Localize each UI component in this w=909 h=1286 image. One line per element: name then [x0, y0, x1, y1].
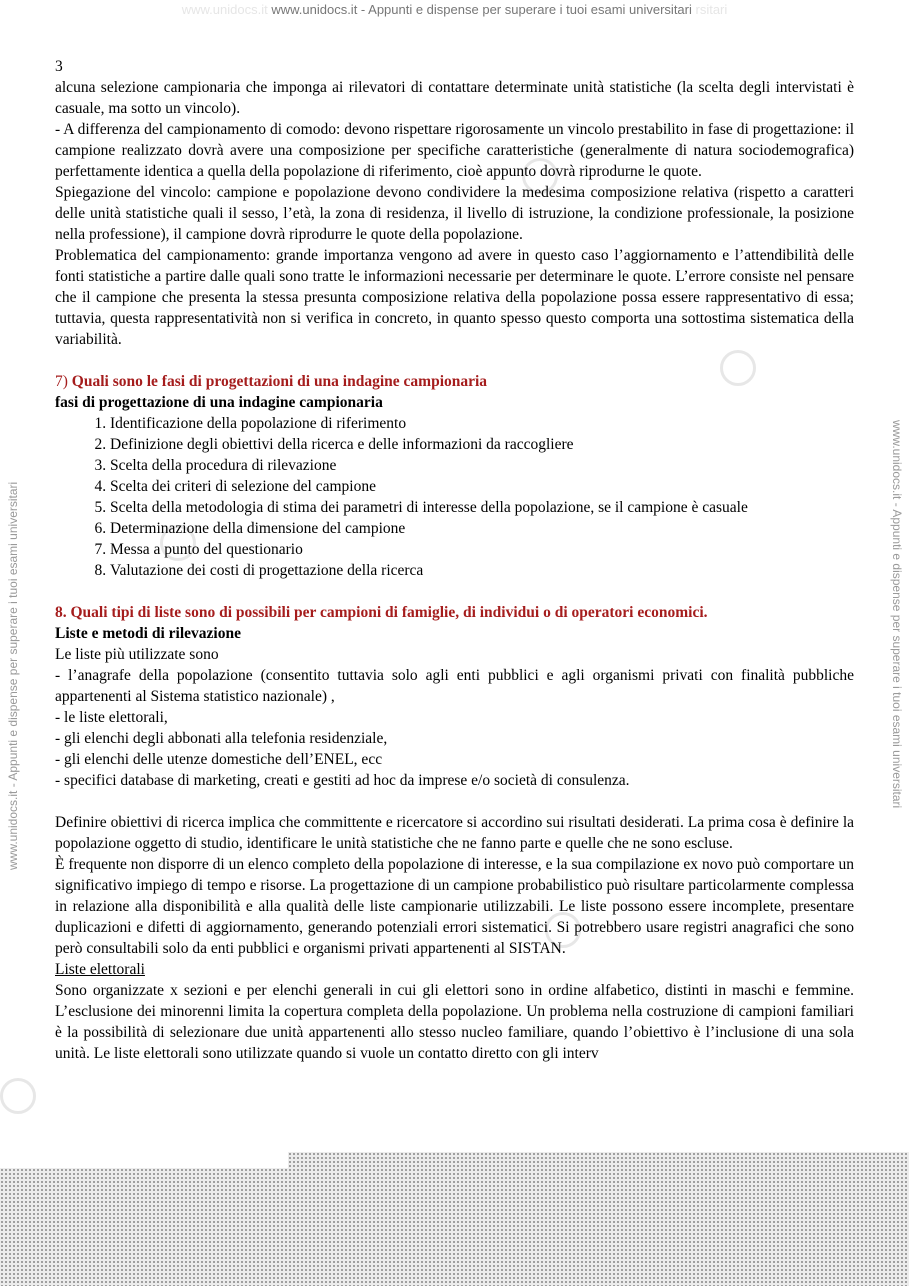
list-item: 8. Valutazione dei costi di progettazione della ricerca	[110, 560, 854, 581]
intro-paragraph: Spiegazione del vincolo: campione e popolazione devono condividere la medesima composizione relativa (rispetto a caratteri delle unità statistiche quali il sesso, l’età, la zona di residenza, il livello di istruzione, la condizione professionale, la posizione nella professione), il campione dovrà riprodurre le quote della popolazione.	[55, 184, 854, 243]
list-item: - gli elenchi degli abbonati alla telefonia residenziale,	[55, 730, 388, 747]
list-item: 2. Definizione degli obiettivi della ricerca e delle informazioni da raccogliere	[110, 434, 854, 455]
side-watermark-right: www.unidocs.it - Appunti e dispense per superare i tuoi esami universitari	[890, 420, 904, 809]
list-item: 6. Determinazione della dimensione del campione	[110, 518, 854, 539]
list-item: 7. Messa a punto del questionario	[110, 539, 854, 560]
document-body	[55, 56, 854, 1064]
body-paragraph: È frequente non disporre di un elenco completo della popolazione di interesse, e la sua compilazione ex novo può comportare un significativo impiego di tempo e risorse. La progettazione di un campione probabilistico può risultare particolarmente complessa in relazione alla disponibilità e alla qualità delle liste campionarie utilizzabili. Le liste possono essere incomplete, presentare duplicazioni e difetti di aggiornamento, generando potenziali errori sistematici. Si potrebbero usare registri anagrafici che sono però consultabili solo da enti pubblici e organismi privati appartenenti al SISTAN.	[55, 856, 854, 957]
lists-heading: Liste elettorali	[55, 961, 145, 978]
section-8-subtitle: Liste e metodi di rilevazione	[55, 625, 241, 642]
list-item: 3. Scelta della procedura di rilevazione	[110, 455, 854, 476]
intro-paragraph: alcuna selezione campionaria che imponga ai rilevatori di contattare determinate unità statistiche (la scelta degli intervistati è casuale, ma sotto un vincolo).	[55, 79, 854, 117]
section-8-title: 8. Quali tipi di liste sono di possibili per campioni di famiglie, di individui o di operatori economici.	[55, 604, 708, 621]
section-7-heading	[55, 371, 854, 392]
intro-paragraph: - A differenza del campionamento di comodo: devono rispettare rigorosamente un vincolo prestabilito in fase di progettazione: il campione realizzato dovrà avere una composizione per specifiche caratteristiche (generalmente di natura sociodemografica) perfettamente identica a quella della popolazione di riferimento, cioè appunto dovrà riprodurne le quote.	[55, 121, 854, 180]
page-number: 3	[55, 58, 63, 75]
header-watermark-ghost-right: rsitari	[695, 2, 728, 17]
side-watermark-left: www.unidocs.it - Appunti e dispense per superare i tuoi esami universitari	[6, 481, 20, 870]
section-7-subtitle: fasi di progettazione di una indagine campionaria	[55, 394, 383, 411]
list-item: - gli elenchi delle utenze domestiche dell’ENEL, ecc	[55, 751, 383, 768]
header-watermark	[0, 2, 909, 17]
section-7-title: Quali sono le fasi di progettazioni di una indagine campionaria	[71, 373, 488, 390]
list-item: - specifici database di marketing, creati e gestiti ad hoc da imprese e/o società di consulenza.	[55, 772, 630, 789]
header-watermark-ghost-left: www.unidocs.it	[181, 2, 268, 17]
list-item: 4. Scelta dei criteri di selezione del campione	[110, 476, 854, 497]
list-item: - l’anagrafe della popolazione (consentito tuttavia solo agli enti pubblici e agli organismi privati con finalità pubbliche appartenenti al Sistema statistico nazionale) ,	[55, 667, 854, 705]
body-paragraph: Sono organizzate x sezioni e per elenchi generali in cui gli elettori sono in ordine alfabetico, distinti in maschi e femmine. L’esclusione dei minorenni limita la copertura completa della popolazione. Un problema nella costruzione di campioni familiari è la possibilità di selezionare due unità appartenenti allo stesso nucleo familiare, quando l’obiettivo è l’inclusione di una sola unità. Le liste elettorali sono utilizzate quando si vuole un contatto diretto con gli interv	[55, 982, 854, 1062]
list-item: 5. Scelta della metodologia di stima dei parametri di interesse della popolazione, se il campione è casuale	[110, 497, 854, 518]
section-8-intro: Le liste più utilizzate sono	[55, 646, 219, 663]
phases-list	[55, 413, 854, 581]
list-item: - le liste elettorali,	[55, 709, 168, 726]
list-item: 1. Identificazione della popolazione di riferimento	[110, 413, 854, 434]
section-7-number: 7)	[55, 373, 68, 390]
header-watermark-text: www.unidocs.it - Appunti e dispense per superare i tuoi esami universitari	[271, 2, 692, 17]
preview-blur-overlay	[288, 1152, 909, 1286]
watermark-logo-icon	[0, 1078, 36, 1114]
body-paragraph: Definire obiettivi di ricerca implica che committente e ricercatore si accordino sui risultati desiderati. La prima cosa è definire la popolazione oggetto di studio, identificare le unità statistiche che ne fanno parte e quelle che ne sono escluse.	[55, 814, 854, 852]
intro-paragraph: Problematica del campionamento: grande importanza vengono ad avere in questo caso l’aggiornamento e l’attendibilità delle fonti statistiche a partire dalle quali sono tratte le informazioni necessarie per determinare le quote. L’errore consiste nel pensare che il campione che presenta la stessa presunta composizione relativa della popolazione possa essere rappresentativo di essa; tuttavia, questa rappresentatività non si verifica in concreto, in quanto spesso questo comporta una sottostima sistematica della variabilità.	[55, 247, 854, 348]
